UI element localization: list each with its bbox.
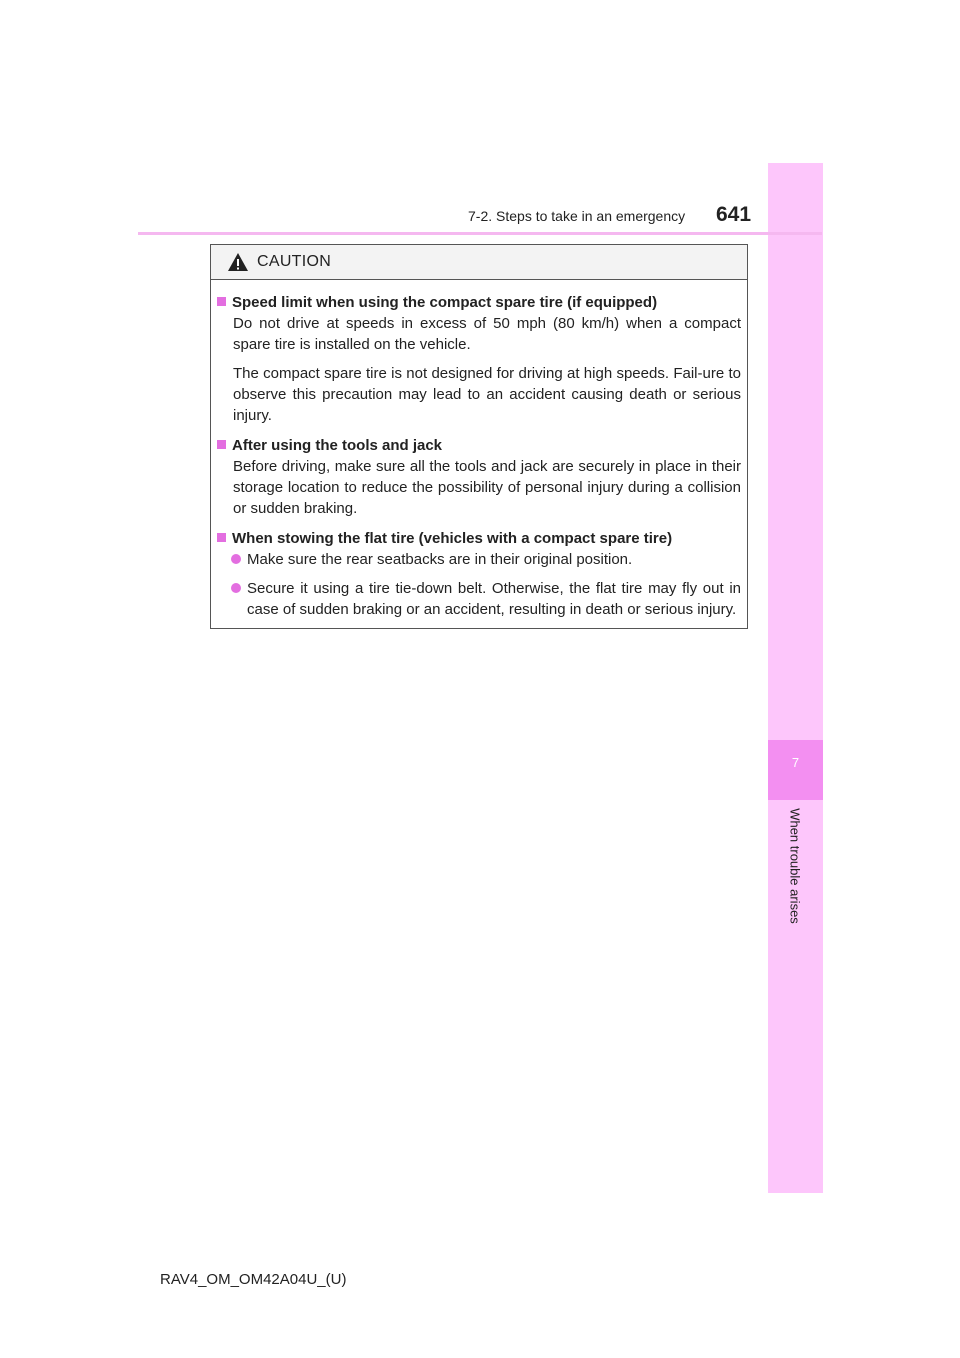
section-heading-text: After using the tools and jack [232,437,443,454]
chapter-number: 7 [791,755,800,770]
caution-body [211,280,747,620]
caution-header [211,245,747,280]
section-heading [217,435,741,456]
page-number: 641 [716,203,752,226]
side-tab [768,163,823,1193]
square-bullet-icon [217,440,226,449]
footer-doc-code: RAV4_OM_OM42A04U_(U) [160,1271,347,1288]
chapter-label: When trouble arises [787,808,803,924]
warning-triangle-icon [227,252,249,272]
round-bullet-icon [231,583,241,593]
caution-title: CAUTION [257,253,332,270]
section-heading [217,292,741,313]
caution-box [210,244,748,629]
caution-section-tools-jack [217,435,741,519]
square-bullet-icon [217,533,226,542]
paragraph: The compact spare tire is not designed for driving at high speeds. Fail-ure to observe this precaution may lead to an accident causing death or serious injury. [233,365,741,424]
header-rule [138,232,822,235]
bullet-item [217,549,741,570]
header-section-title: 7-2. Steps to take in an emergency [468,208,686,224]
bullet-item [217,578,741,620]
caution-section-stowing-flat-tire [217,528,741,620]
section-heading [217,528,741,549]
side-tab-chapter-marker [768,740,823,800]
section-heading-text: Speed limit when using the compact spare tire (if equipped) [232,294,658,311]
paragraph: Do not drive at speeds in excess of 50 mph (80 km/h) when a compact spare tire is installed on the vehicle. [233,315,741,353]
bullet-text: Make sure the rear seatbacks are in their original position. [247,551,633,568]
paragraph: Before driving, make sure all the tools and jack are securely in place in their storage location to reduce the possibility of personal injury during a collision or sudden braking. [233,458,741,517]
caution-section-speed-limit [217,292,741,426]
round-bullet-icon [231,554,241,564]
bullet-text: Secure it using a tire tie-down belt. Otherwise, the flat tire may fly out in case of sudden braking or an accident, resulting in death or serious injury. [247,580,741,618]
section-heading-text: When stowing the flat tire (vehicles with a compact spare tire) [232,530,673,547]
square-bullet-icon [217,297,226,306]
